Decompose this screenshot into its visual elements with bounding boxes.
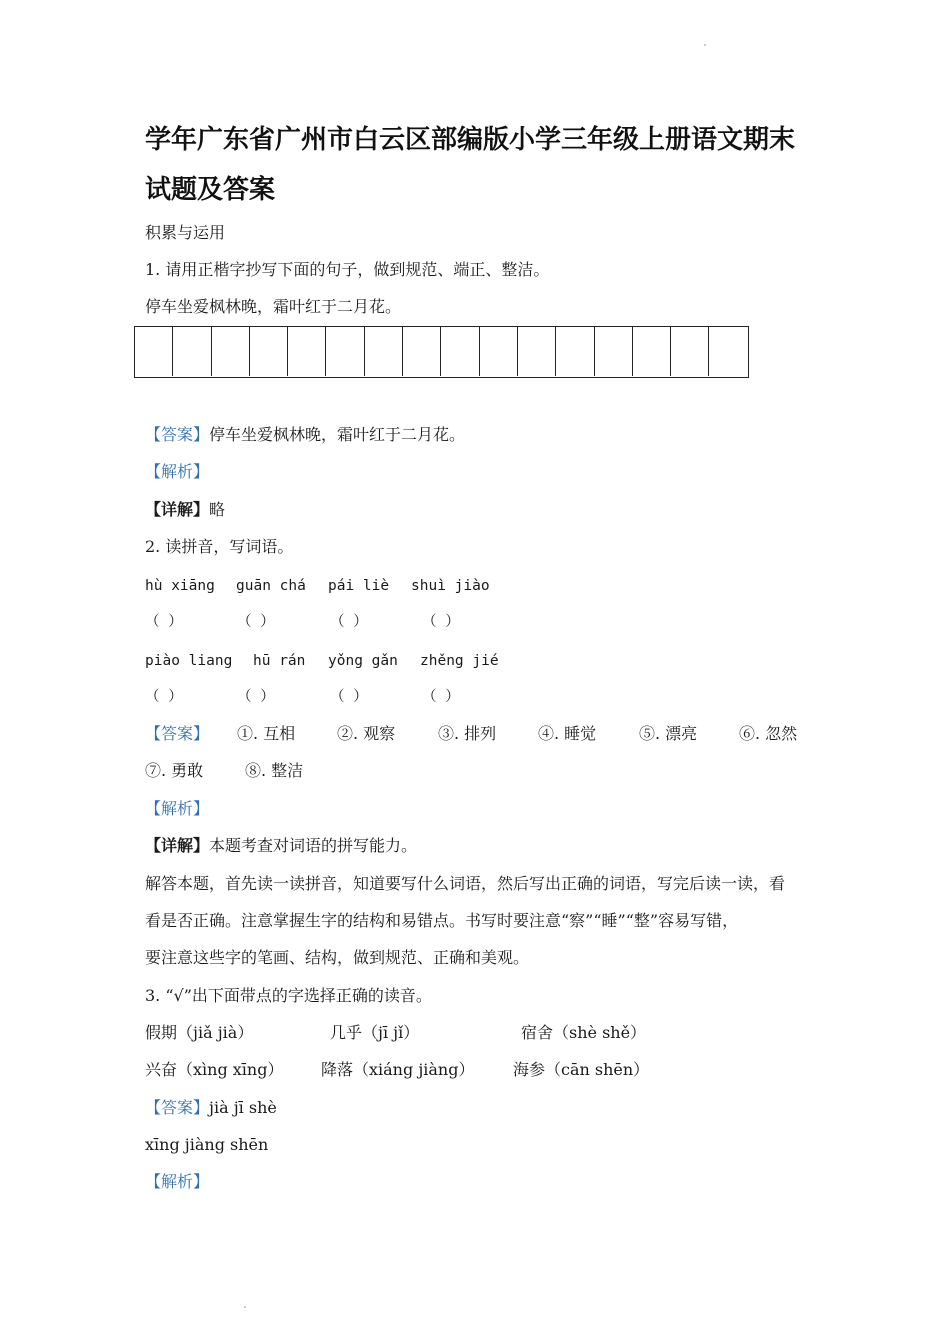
- q2-explanation-2: 看是否正确。注意掌握生字的结构和易错点。书写时要注意“察”“睡”“整”容易写错，: [145, 911, 739, 930]
- q1-answer: [145, 426, 465, 444]
- grid-cell: [671, 327, 709, 376]
- answer-tag: 【答案】: [145, 1098, 210, 1117]
- q2-blank-row-2: [145, 688, 545, 706]
- q1-detail: [145, 501, 225, 519]
- answer-tag: 【答案】: [145, 425, 210, 444]
- reading-option: 降落（xiáng jiàng）: [321, 1060, 475, 1079]
- scan-speck: [704, 44, 706, 46]
- answer-blank: （ ）: [330, 689, 368, 705]
- answer-item: ⑧. 整洁: [245, 761, 304, 780]
- pinyin-item: zhěng jié: [420, 653, 499, 669]
- reading-option: 几乎（jī jǐ）: [330, 1023, 420, 1042]
- writing-grid: [134, 326, 749, 378]
- section-heading: 积累与运用: [145, 223, 226, 242]
- answer-blank: （ ）: [145, 614, 183, 630]
- q2-prompt: 2. 读拼音，写词语。: [145, 537, 294, 556]
- q3-options-row-2: [145, 1061, 665, 1079]
- q2-explanation-1: 解答本题，首先读一读拼音，知道要写什么词语，然后写出正确的词语，写完后读一读，看: [145, 874, 786, 893]
- analysis-tag: 【解析】: [145, 462, 210, 481]
- pinyin-item: piào liang: [145, 653, 233, 669]
- answer-blank: （ ）: [237, 614, 275, 630]
- q2-pinyin-row-2: [145, 652, 545, 670]
- q2-detail-text: 本题考查对词语的拼写能力。: [209, 836, 418, 855]
- q3-answer-text-1: jià jī shè: [209, 1098, 277, 1117]
- detail-tag: 【详解】: [145, 500, 210, 519]
- grid-cell: [173, 327, 211, 376]
- answer-item: ②. 观察: [337, 724, 396, 743]
- grid-cell: [403, 327, 441, 376]
- grid-cell: [250, 327, 288, 376]
- grid-cell: [326, 327, 364, 376]
- scan-speck: [244, 1306, 246, 1308]
- grid-cell: [709, 327, 747, 376]
- analysis-tag: 【解析】: [145, 1172, 210, 1191]
- grid-cell: [556, 327, 594, 376]
- q2-pinyin-row-1: [145, 577, 545, 595]
- reading-option: 宿舍（shè shě）: [521, 1023, 647, 1042]
- q2-answer-line-1: [145, 725, 810, 743]
- grid-cell: [441, 327, 479, 376]
- answer-tag: 【答案】: [145, 724, 210, 743]
- q3-prompt: 3. “√”出下面带点的字选择正确的读音。: [145, 986, 432, 1005]
- answer-item: ⑦. 勇敢: [145, 761, 204, 780]
- q2-explanation-3: 要注意这些字的笔画、结构，做到规范、正确和美观。: [145, 948, 530, 967]
- q3-analysis: [145, 1173, 209, 1191]
- pinyin-item: yǒng gǎn: [328, 653, 398, 669]
- q1-sentence: 停车坐爱枫林晚，霜叶红于二月花。: [145, 297, 402, 316]
- pinyin-item: pái liè: [328, 578, 390, 594]
- grid-cell: [288, 327, 326, 376]
- q1-prompt: 1. 请用正楷字抄写下面的句子，做到规范、端正、整洁。: [145, 260, 550, 279]
- answer-blank: （ ）: [422, 614, 460, 630]
- q1-detail-text: 略: [209, 500, 226, 519]
- q3-options-row-1: [145, 1024, 665, 1042]
- answer-item: ⑥. 忽然: [739, 724, 798, 743]
- answer-item: ①. 互相: [237, 724, 296, 743]
- answer-blank: （ ）: [237, 689, 275, 705]
- reading-option: 海参（cān shēn）: [513, 1060, 650, 1079]
- reading-option: 假期（jiǎ jià）: [145, 1023, 254, 1042]
- reading-option: 兴奋（xìng xīng）: [145, 1060, 284, 1079]
- analysis-tag: 【解析】: [145, 799, 210, 818]
- q1-answer-text: 停车坐爱枫林晚，霜叶红于二月花。: [209, 425, 466, 444]
- answer-blank: （ ）: [145, 689, 183, 705]
- document-title-line-1: 学年广东省广州市白云区部编版小学三年级上册语文期末: [145, 125, 796, 155]
- answer-item: ③. 排列: [438, 724, 497, 743]
- q2-answer-line-2: [145, 762, 445, 780]
- pinyin-item: hū rán: [253, 653, 306, 669]
- pinyin-item: guān chá: [236, 578, 306, 594]
- q3-answer-2: xīng jiàng shēn: [145, 1135, 269, 1154]
- grid-cell: [135, 327, 173, 376]
- document-title-line-2: 试题及答案: [145, 175, 276, 205]
- q2-detail: [145, 837, 417, 855]
- answer-blank: （ ）: [330, 614, 368, 630]
- grid-cell: [633, 327, 671, 376]
- grid-cell: [212, 327, 250, 376]
- detail-tag: 【详解】: [145, 836, 210, 855]
- grid-cell: [595, 327, 633, 376]
- answer-blank: （ ）: [422, 689, 460, 705]
- grid-cell: [518, 327, 556, 376]
- pinyin-item: hù xiāng: [145, 578, 215, 594]
- q1-analysis: [145, 463, 209, 481]
- grid-cell: [365, 327, 403, 376]
- grid-cell: [480, 327, 518, 376]
- q3-answer: [145, 1099, 277, 1117]
- answer-item: ④. 睡觉: [538, 724, 597, 743]
- pinyin-item: shuì jiào: [411, 578, 490, 594]
- q2-analysis: [145, 800, 209, 818]
- answer-item: ⑤. 漂亮: [639, 724, 698, 743]
- q2-blank-row-1: [145, 613, 545, 631]
